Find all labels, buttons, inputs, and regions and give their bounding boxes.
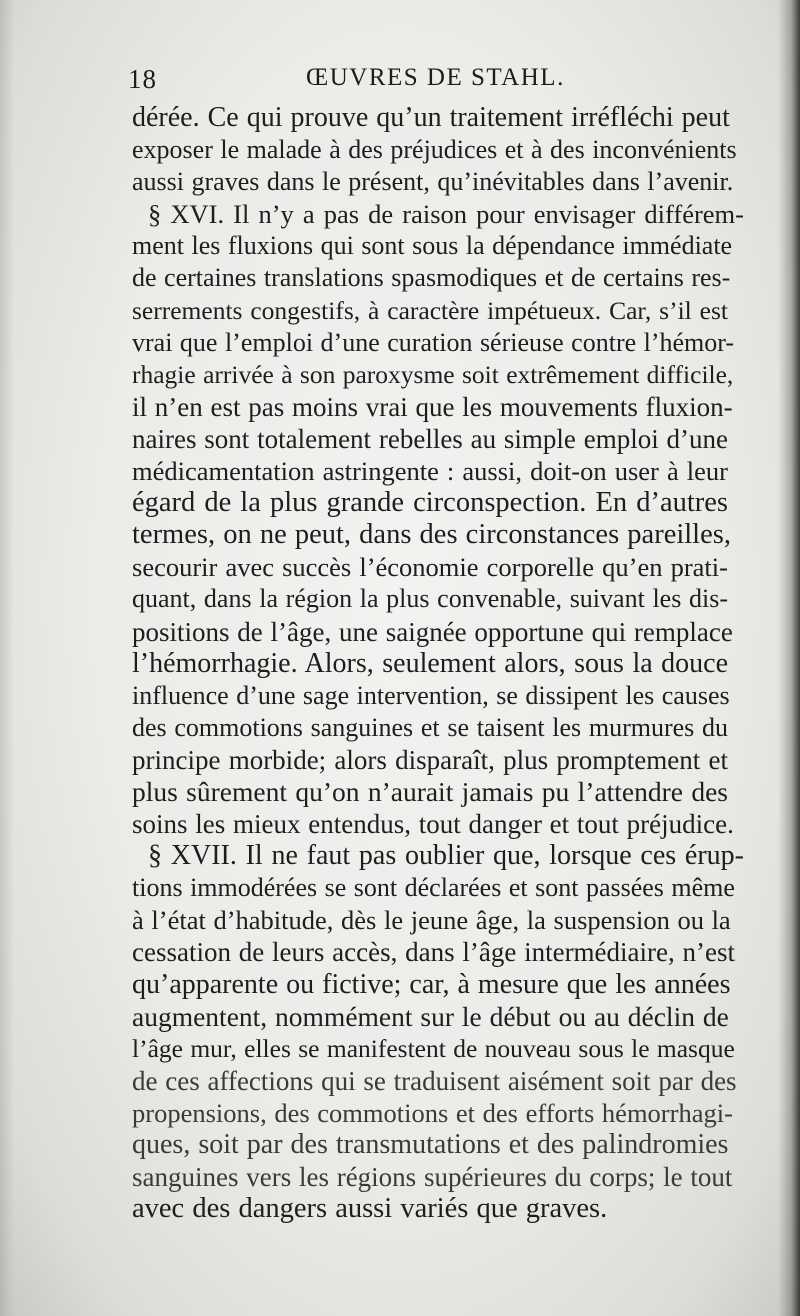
- page-shadow-right: [778, 0, 800, 1316]
- text-line: qu’apparente ou fictive; car, à mesure que les années: [132, 968, 731, 1000]
- text-line: influence d’une sage intervention, se dissipent les causes: [132, 680, 730, 710]
- text-line: à l’état d’habitude, dès le jeune âge, la suspension ou la: [132, 905, 731, 936]
- text-line: soins les mieux entendus, tout danger et tout préjudice.: [132, 809, 734, 840]
- text-line: médicamentation astringente : aussi, doit-on user à leur: [132, 456, 728, 487]
- text-line: dérée. Ce qui prouve qu’un traitement irréfléchi peut: [132, 102, 730, 133]
- running-title: ŒUVRES DE STAHL.: [306, 64, 565, 91]
- body-text: [132, 102, 744, 1225]
- text-line: l’âge mur, elles se manifestent de nouveau sous le masque: [132, 1033, 735, 1063]
- text-line: naires sont totalement rebelles au simple emploi d’une: [132, 423, 728, 454]
- text-line: de ces affections qui se traduisent aisément soit par des: [132, 1065, 737, 1096]
- section-heading-line: § XVI. Il n’y a pas de raison pour envisager différem-: [148, 199, 744, 230]
- text-line: termes, on ne peut, dans des circonstances pareilles,: [132, 519, 731, 551]
- text-line: tions immodérées se sont déclarées et sont passées même: [132, 873, 735, 903]
- text-line: ment les fluxions qui sont sous la dépendance immédiate: [132, 231, 733, 261]
- text-line: secourir avec succès l’économie corporelle qu’en prati-: [132, 552, 728, 583]
- text-line: rhagie arrivée à son paroxysme soit extrêmement difficile,: [132, 359, 734, 389]
- text-line: aussi graves dans le présent, qu’inévitables dans l’avenir.: [132, 167, 734, 197]
- text-line: des commotions sanguines et se taisent les murmures du: [132, 712, 728, 742]
- text-line: augmentent, nommément sur le début ou au déclin de: [132, 1000, 729, 1032]
- text-line: principe morbide; alors disparaît, plus promptement et: [132, 744, 728, 775]
- text-line: de certaines translations spasmodiques et de certains res-: [132, 263, 731, 293]
- text-line: égard de la plus grande circonspection. En d’autres: [132, 487, 728, 519]
- text-line: quant, dans la région la plus convenable, suivant les dis-: [132, 584, 728, 614]
- text-line: ques, soit par des transmutations et des palindromies: [132, 1129, 729, 1160]
- text-line: sanguines vers les régions supérieures du corps; le tout: [132, 1162, 733, 1193]
- text-line: cessation de leurs accès, dans l’âge intermédiaire, n’est: [132, 937, 735, 968]
- running-head: [128, 62, 734, 102]
- text-line: exposer le malade à des préjudices et à des inconvénients: [132, 135, 737, 165]
- text-line: serrements congestifs, à caractère impétueux. Car, s’il est: [132, 295, 728, 325]
- text-line: avec des dangers aussi variés que graves.: [132, 1193, 608, 1225]
- text-line: plus sûrement qu’on n’aurait jamais pu l’attendre des: [132, 775, 728, 807]
- text-line: propensions, des commotions et des efforts hémorrhagi-: [132, 1097, 733, 1128]
- text-line: vrai que l’emploi d’une curation sérieuse contre l’hémor-: [132, 327, 735, 357]
- section-heading-line: § XVII. Il ne faut pas oublier que, lorsque ces érup-: [148, 840, 744, 872]
- page-number: 18: [128, 64, 157, 94]
- text-line: l’hémorrhagie. Alors, seulement alors, sous la douce: [132, 647, 728, 679]
- text-line: il n’en est pas moins vrai que les mouvements fluxion-: [132, 391, 733, 422]
- text-line: positions de l’âge, une saignée opportune qui remplace: [132, 616, 733, 647]
- page-shadow-left: [0, 0, 14, 1316]
